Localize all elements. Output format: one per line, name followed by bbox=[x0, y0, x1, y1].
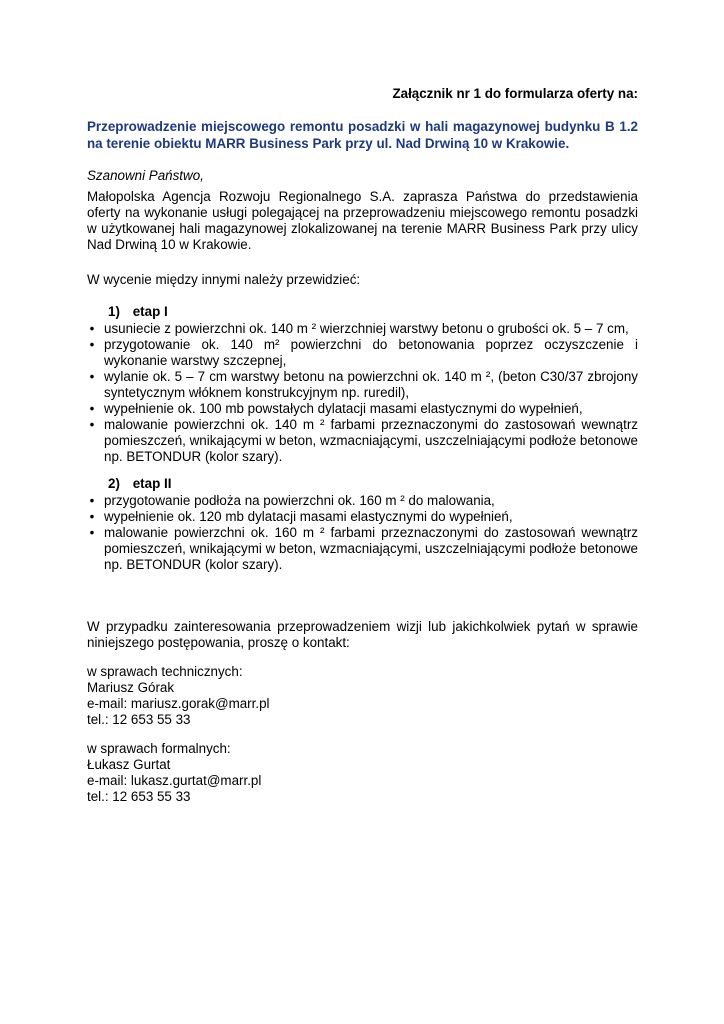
bullet-icon: • bbox=[89, 509, 95, 524]
formal-email: e-mail: lukasz.gurtat@marr.pl bbox=[87, 773, 262, 788]
stage-2-number: 2) bbox=[108, 476, 120, 491]
stage-1-list bbox=[87, 321, 638, 465]
bullet-icon: • bbox=[89, 493, 95, 508]
technical-phone: tel.: 12 653 55 33 bbox=[87, 712, 191, 727]
bullet-icon: • bbox=[89, 321, 95, 336]
scope-lead: W wycenie między innymi należy przewidzieć: bbox=[87, 272, 361, 287]
list-item: • malowanie powierzchni ok. 160 m ² farbami przeznaczonymi do zastosowań wewnątrz pomieszczeń, wnikającymi w beton, wzmacniającymi, uszczelniającymi podłoże betonowe np. BETONDUR (kolor szary). bbox=[87, 525, 638, 573]
stage-2-list bbox=[87, 493, 638, 573]
formal-contact bbox=[87, 741, 261, 805]
bullet-icon: • bbox=[89, 525, 95, 540]
document-title: Przeprowadzenie miejscowego remontu posadzki w hali magazynowej budynku B 1.2 na terenie obiektu MARR Business Park przy ul. Nad Drwiną 10 w Krakowie. bbox=[87, 119, 638, 151]
formal-heading: w sprawach formalnych: bbox=[87, 741, 231, 756]
stage-1-number: 1) bbox=[108, 304, 120, 319]
annex-heading: Załącznik nr 1 do formularza oferty na: bbox=[392, 86, 638, 101]
formal-phone: tel.: 12 653 55 33 bbox=[87, 789, 191, 804]
bullet-icon: • bbox=[89, 369, 95, 384]
stage-2-heading bbox=[108, 476, 171, 491]
list-item: • usuniecie z powierzchni ok. 140 m ² wierzchniej warstwy betonu o grubości ok. 5 – 7 cm, bbox=[87, 321, 638, 337]
greeting: Szanowni Państwo, bbox=[87, 168, 204, 183]
stage-1-heading bbox=[108, 304, 168, 319]
technical-heading: w sprawach technicznych: bbox=[87, 664, 243, 679]
stage-2-label: etap II bbox=[132, 476, 172, 491]
list-item: • przygotowanie podłoża na powierzchni ok. 160 m ² do malowania, bbox=[87, 493, 638, 509]
list-item: • przygotowanie ok. 140 m² powierzchni do betonowania poprzez oczyszczenie i wykonanie warstwy szczepnej, bbox=[87, 337, 638, 369]
list-item: • wylanie ok. 5 – 7 cm warstwy betonu na powierzchni ok. 140 m ², (beton C30/37 zbrojony syntetycznym włóknem konstrukcyjnym np. ruredil), bbox=[87, 369, 638, 401]
formal-name: Łukasz Gurtat bbox=[87, 757, 171, 772]
intro-paragraph: Małopolska Agencja Rozwoju Regionalnego S.A. zaprasza Państwa do przedstawienia oferty na wykonanie usługi polegającej na przeprowadzeniu miejscowego remontu posadzki w użytkowanej hali magazynowej zlokalizowanej na terenie MARR Business Park przy ulicy Nad Drwiną 10 w Krakowie. bbox=[87, 189, 638, 252]
technical-name: Mariusz Górak bbox=[87, 680, 175, 695]
contact-intro: W przypadku zainteresowania przeprowadzeniem wizji lub jakichkolwiek pytań w sprawie niniejszego postępowania, proszę o kontakt: bbox=[87, 619, 638, 650]
list-item: • malowanie powierzchni ok. 140 m ² farbami przeznaczonymi do zastosowań wewnątrz pomieszczeń, wnikającymi w beton, wzmacniającymi, uszczelniającymi podłoże betonowe np. BETONDUR (kolor szary). bbox=[87, 417, 638, 465]
list-item: • wypełnienie ok. 120 mb dylatacji masami elastycznymi do wypełnień, bbox=[87, 509, 638, 525]
bullet-icon: • bbox=[89, 401, 95, 416]
bullet-icon: • bbox=[89, 417, 95, 432]
list-item: • wypełnienie ok. 100 mb powstałych dylatacji masami elastycznymi do wypełnień, bbox=[87, 401, 638, 417]
technical-email: e-mail: mariusz.gorak@marr.pl bbox=[87, 696, 270, 711]
technical-contact bbox=[87, 664, 270, 728]
bullet-icon: • bbox=[89, 337, 95, 352]
stage-1-label: etap I bbox=[132, 304, 168, 319]
